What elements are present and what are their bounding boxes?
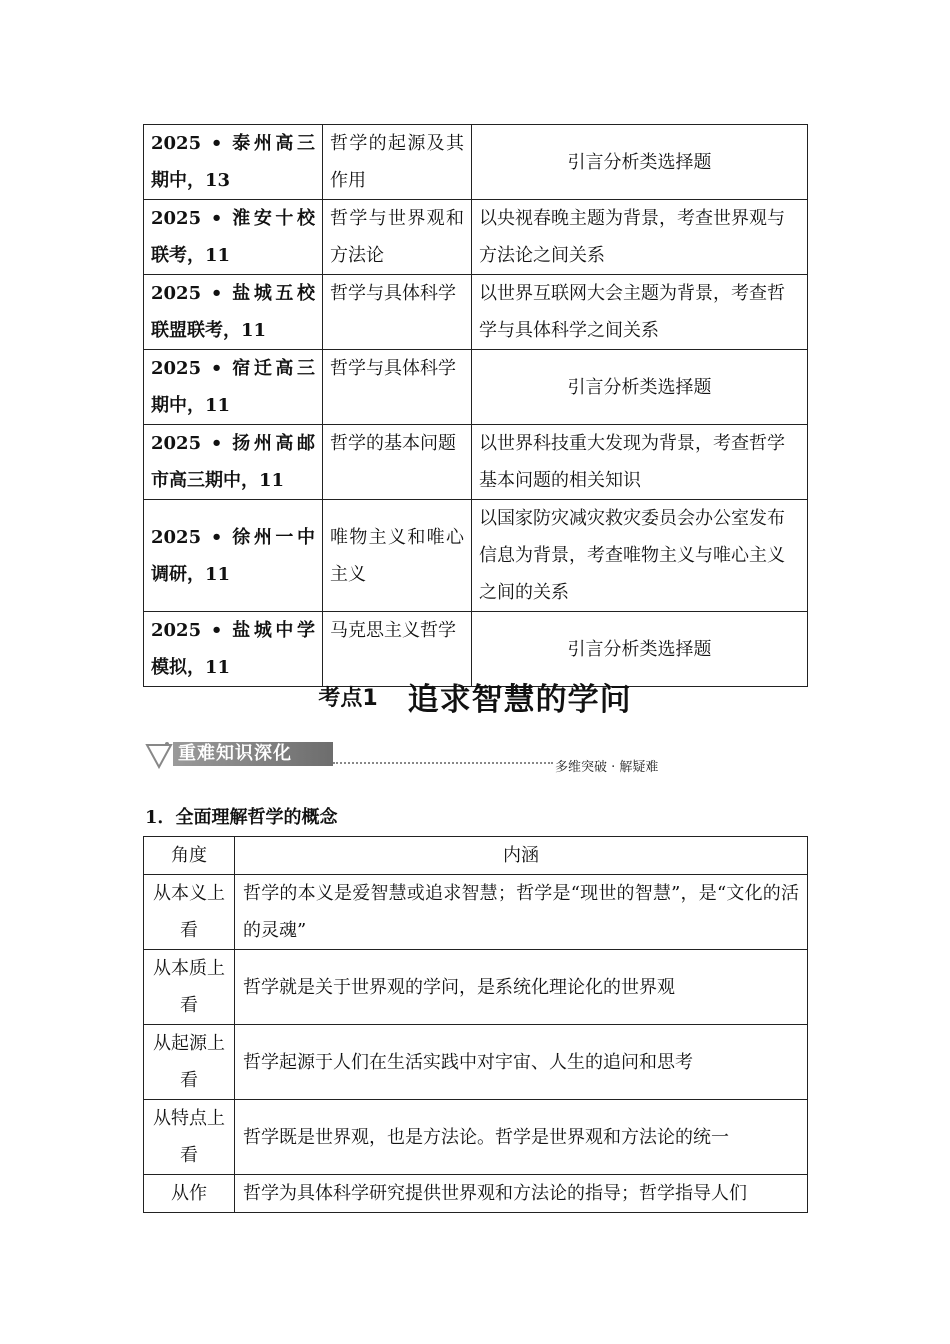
- exam-topic: 哲学的基本问题: [323, 425, 472, 500]
- exam-topic: 哲学与具体科学: [323, 275, 472, 350]
- exam-source: 2025 • 扬州高邮市高三期中，11: [144, 425, 323, 500]
- exam-topic: 马克思主义哲学: [323, 612, 472, 687]
- exam-topic: 哲学的起源及其作用: [323, 125, 472, 200]
- table-row: [144, 200, 808, 275]
- concept-content: 哲学就是关于世界观的学问，是系统化理论化的世界观: [235, 950, 808, 1025]
- triangle-icon: [145, 741, 175, 771]
- banner-label: 重难知识深化: [178, 743, 292, 764]
- table-row: [144, 350, 808, 425]
- table-row: [144, 950, 808, 1025]
- table-row: [144, 1100, 808, 1175]
- exam-source: 2025 • 盐城五校联盟联考，11: [144, 275, 323, 350]
- exam-source: 2025 • 淮安十校联考，11: [144, 200, 323, 275]
- header-content: 内涵: [235, 837, 808, 875]
- banner-tag: 多维突破 · 解疑难: [555, 760, 659, 775]
- exam-note: 引言分析类选择题: [472, 350, 808, 425]
- concept-table: [143, 836, 808, 1213]
- exam-note: 以世界互联网大会主题为背景，考查哲学与具体科学之间关系: [472, 275, 808, 350]
- table-header-row: [144, 837, 808, 875]
- concept-angle: 从本义上看: [144, 875, 235, 950]
- concept-content: 哲学为具体科学研究提供世界观和方法论的指导；哲学指导人们: [235, 1175, 808, 1213]
- exam-source: 2025 • 徐州一中调研，11: [144, 500, 323, 612]
- section-heading: [0, 674, 950, 719]
- exam-note: 以央视春晚主题为背景，考查世界观与方法论之间关系: [472, 200, 808, 275]
- table-row: [144, 125, 808, 200]
- table-row: [144, 1175, 808, 1213]
- exam-topic: 哲学与具体科学: [323, 350, 472, 425]
- table-row: [144, 1025, 808, 1100]
- header-angle: 角度: [144, 837, 235, 875]
- table-row: [144, 425, 808, 500]
- concept-content: 哲学起源于人们在生活实践中对宇宙、人生的追问和思考: [235, 1025, 808, 1100]
- exam-source: 2025 • 泰州高三期中，13: [144, 125, 323, 200]
- concept-content: 哲学的本义是爱智慧或追求智慧；哲学是“现世的智慧”，是“文化的活的灵魂”: [235, 875, 808, 950]
- exam-note: 以世界科技重大发现为背景，考查哲学基本问题的相关知识: [472, 425, 808, 500]
- concept-angle: 从本质上看: [144, 950, 235, 1025]
- kaodian-title: 追求智慧的学问: [407, 682, 632, 718]
- table-row: [144, 875, 808, 950]
- table-row: [144, 500, 808, 612]
- kaodian-number: 考点1: [318, 686, 378, 711]
- subsection-heading: 1．全面理解哲学的概念: [145, 807, 338, 828]
- concept-angle: 从作: [144, 1175, 235, 1213]
- exam-note: 以国家防灾减灾救灾委员会办公室发布信息为背景，考查唯物主义与唯心主义之间的关系: [472, 500, 808, 612]
- exam-note: 引言分析类选择题: [472, 612, 808, 687]
- concept-content: 哲学既是世界观，也是方法论。哲学是世界观和方法论的统一: [235, 1100, 808, 1175]
- knowledge-banner: [145, 739, 659, 775]
- exam-topic: 哲学与世界观和方法论: [323, 200, 472, 275]
- concept-angle: 从特点上看: [144, 1100, 235, 1175]
- table-row: [144, 275, 808, 350]
- banner-divider: [333, 762, 553, 764]
- exam-source: 2025 • 盐城中学模拟，11: [144, 612, 323, 687]
- exam-source-table: [143, 124, 808, 687]
- concept-angle: 从起源上看: [144, 1025, 235, 1100]
- exam-topic: 唯物主义和唯心主义: [323, 500, 472, 612]
- exam-source: 2025 • 宿迁高三期中，11: [144, 350, 323, 425]
- exam-note: 引言分析类选择题: [472, 125, 808, 200]
